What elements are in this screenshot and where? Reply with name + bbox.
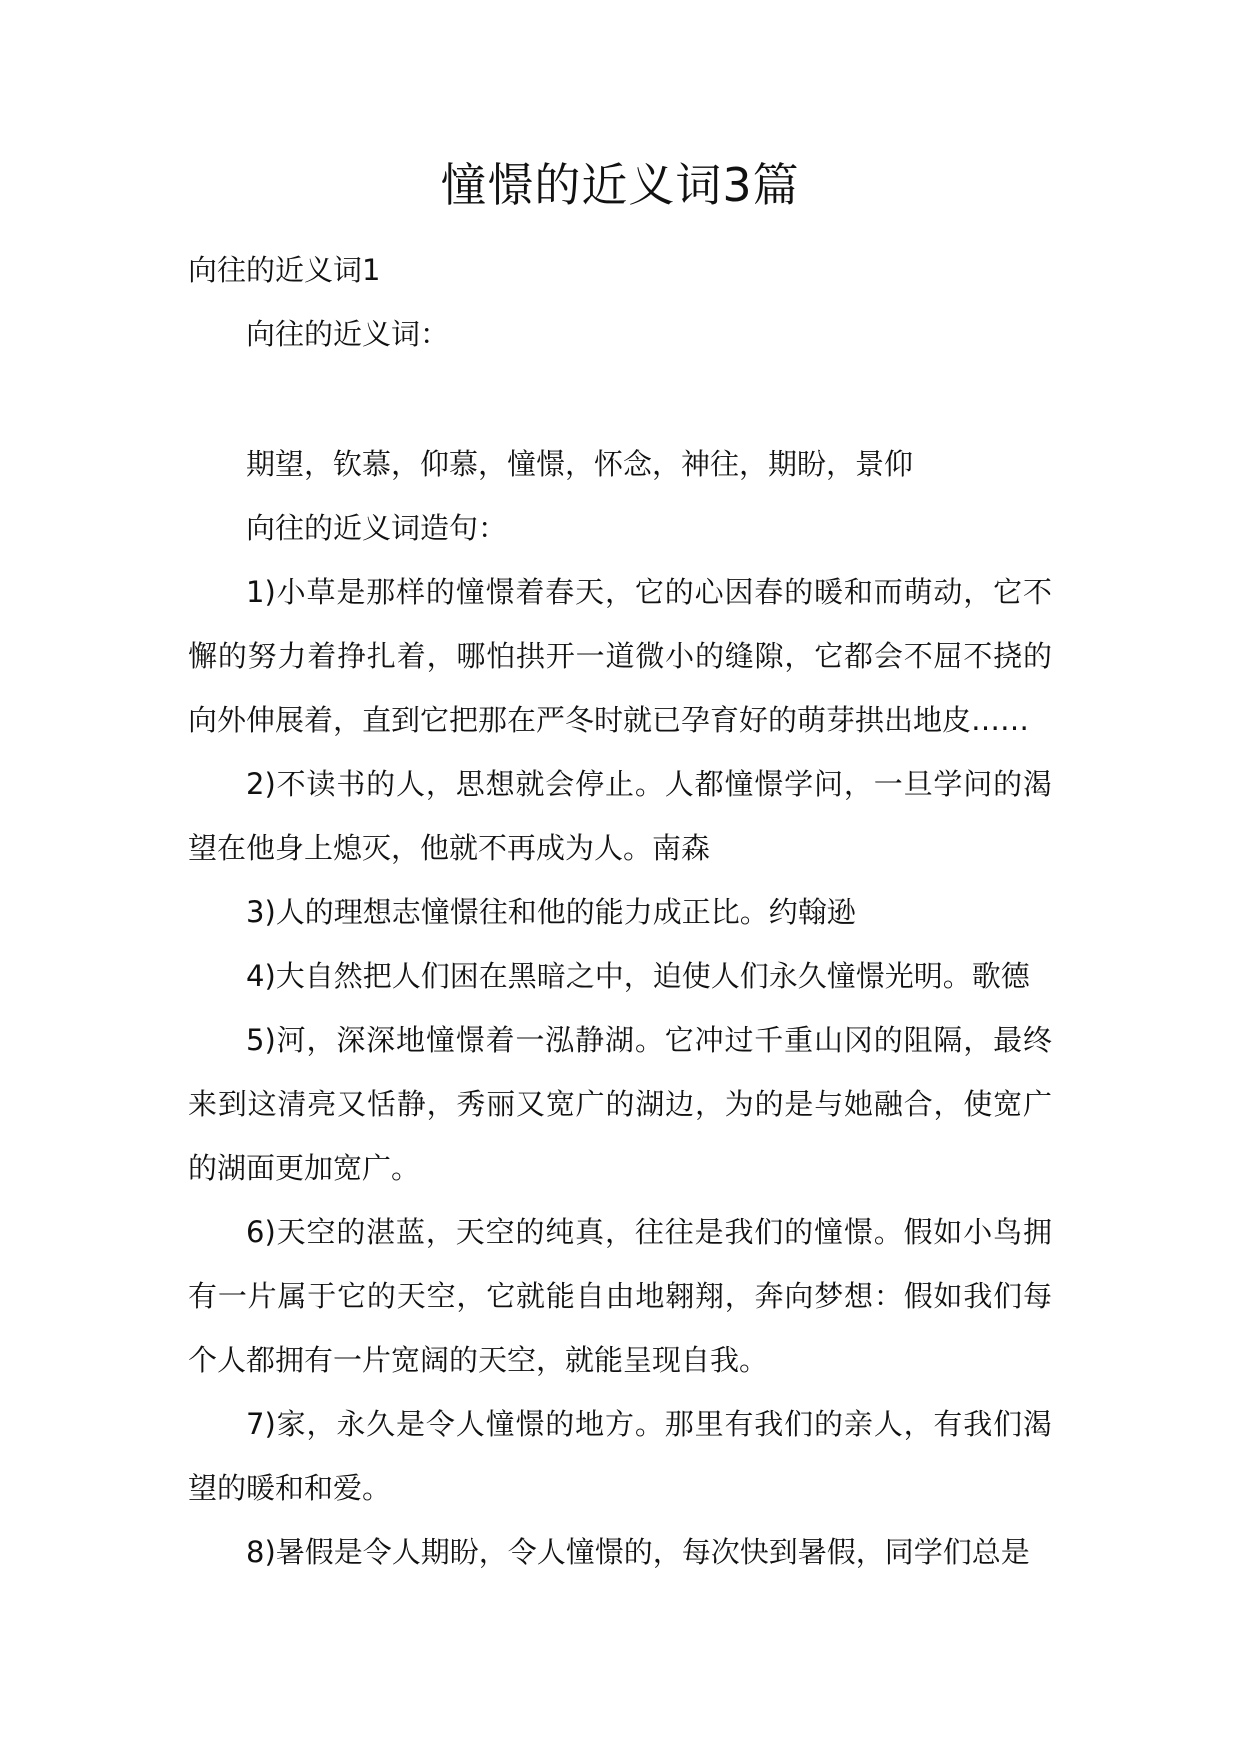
synonyms-label: 向往的近义词： xyxy=(246,317,450,351)
example-sentence-2: 2)不读书的人，思想就会停止。人都憧憬学问，一旦学问的渴望在他身上熄灭，他就不再成为人。南森 xyxy=(188,767,1052,865)
section-heading: 向往的近义词1 xyxy=(188,253,381,287)
document-body xyxy=(188,238,1052,1584)
example-sentence-7: 7)家，永久是令人憧憬的地方。那里有我们的亲人，有我们渴望的暖和和爱。 xyxy=(188,1407,1052,1505)
example-sentence-8: 8)暑假是令人期盼，令人憧憬的，每次快到暑假，同学们总是 xyxy=(246,1535,1030,1569)
synonyms-list: 期望，钦慕，仰慕，憧憬，怀念，神往，期盼，景仰 xyxy=(246,447,914,481)
document-title: 憧憬的近义词3篇 xyxy=(440,158,800,212)
blank-line xyxy=(188,366,1052,432)
sentences-label: 向往的近义词造句： xyxy=(246,511,508,545)
example-sentence-5: 5)河，深深地憧憬着一泓静湖。它冲过千重山冈的阻隔，最终来到这清亮又恬静，秀丽又宽广的湖边，为的是与她融合，使宽广的湖面更加宽广。 xyxy=(188,1023,1052,1185)
example-sentence-4: 4)大自然把人们困在黑暗之中，迫使人们永久憧憬光明。歌德 xyxy=(246,959,1030,993)
example-sentence-1: 1)小草是那样的憧憬着春天，它的心因春的暖和而萌动，它不懈的努力着挣扎着，哪怕拱开一道微小的缝隙，它都会不屈不挠的向外伸展着，直到它把那在严冬时就已孕育好的萌芽拱出地皮…… xyxy=(188,575,1052,737)
example-sentence-6: 6)天空的湛蓝，天空的纯真，往往是我们的憧憬。假如小鸟拥有一片属于它的天空，它就能自由地翱翔，奔向梦想：假如我们每个人都拥有一片宽阔的天空，就能呈现自我。 xyxy=(188,1215,1052,1377)
example-sentence-3: 3)人的理想志憧憬往和他的能力成正比。约翰逊 xyxy=(246,895,856,929)
